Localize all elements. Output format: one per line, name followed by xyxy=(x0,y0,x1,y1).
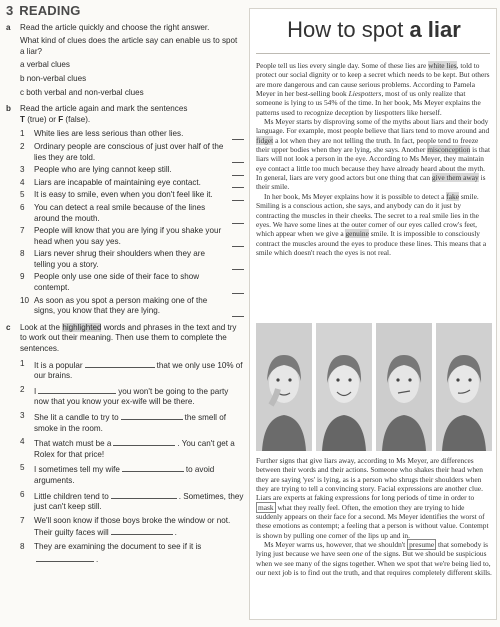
face-photo xyxy=(256,323,312,451)
item-text: White lies are less serious than other lies. xyxy=(34,129,184,139)
answer-gap[interactable] xyxy=(111,490,177,499)
item-text: People who are lying cannot keep still. xyxy=(34,165,172,175)
highlighted-phrase: misconception xyxy=(427,145,471,155)
article-body-top xyxy=(256,61,492,257)
gap-fill-item xyxy=(20,437,244,460)
gap-fill-item xyxy=(20,385,244,408)
highlighted-phrase: genuine xyxy=(345,229,369,239)
article-paragraph: People tell us lies every single day. Some of these lies are white lies, told to protect our social dignity or to keep a secret which needs to be kept. But others are more dangerous and can cause serious problems. According to Pamela Meyer in her best-selling book Liespotters, most of us only realize that someone is lying to us 54% of the time. In her book, Ms Meyer explains the patterns used to recognize deception by liespotters like herself. xyxy=(256,61,490,117)
item-number: 6 xyxy=(20,489,25,499)
highlighted-word: highlighted xyxy=(62,322,102,332)
task-instruction xyxy=(20,104,244,125)
answer-blank[interactable] xyxy=(232,179,244,188)
highlighted-phrase: give them away xyxy=(431,173,479,183)
item-text: I xyxy=(34,386,37,396)
gap-fill-item xyxy=(20,490,244,513)
answer-blank[interactable] xyxy=(232,154,244,163)
task-a xyxy=(6,23,244,99)
highlighted-phrase: fidget xyxy=(256,135,274,145)
face-photo xyxy=(436,323,492,451)
item-text: I sometimes tell my wife xyxy=(34,465,120,475)
item-number: 8 xyxy=(20,249,25,259)
true-false-item xyxy=(20,142,244,163)
item-number: 4 xyxy=(20,177,25,187)
headline-divider xyxy=(256,53,490,54)
instruction-text: (false). xyxy=(63,114,91,124)
section-heading xyxy=(6,3,244,18)
item-text: Liars never shrug their shoulders when they are telling you a story. xyxy=(34,249,205,269)
item-number: 2 xyxy=(20,141,25,151)
instruction-text: Read the article again and mark the sentences xyxy=(20,104,188,114)
item-number: 7 xyxy=(20,226,25,236)
item-number: 4 xyxy=(20,437,25,447)
article-paragraph: Ms Meyer warns us, however, that we shouldn't presume that somebody is lying just because we have seen one of the signs. But we should be suspicious when we see many of the signs together. When we spot that we're being lied to, our next job is to find out the truth, and that requires completely different skills. xyxy=(256,540,492,578)
answer-gap[interactable] xyxy=(85,359,155,368)
article-panel xyxy=(249,8,497,620)
answer-gap[interactable] xyxy=(122,463,184,472)
item-text: you won't be going to the party now that you know your ex-wife will be there. xyxy=(34,386,229,407)
true-false-item xyxy=(20,165,244,176)
task-letter: b xyxy=(6,104,11,114)
true-false-item xyxy=(20,178,244,189)
highlighted-phrase: fake xyxy=(446,191,459,201)
answer-blank[interactable] xyxy=(232,215,244,224)
highlighted-phrase: mask xyxy=(258,502,274,512)
item-text: . xyxy=(96,554,99,564)
answer-blank[interactable] xyxy=(232,238,244,247)
item-number: 1 xyxy=(20,358,25,368)
answer-blank[interactable] xyxy=(232,261,244,270)
true-false-list xyxy=(20,129,244,317)
item-number: 1 xyxy=(20,129,25,139)
gap-fill-item xyxy=(20,411,244,434)
true-marker: T xyxy=(20,114,25,124)
true-false-item xyxy=(20,249,244,270)
item-text: Ordinary people are conscious of just over half of the lies they are told. xyxy=(34,141,224,162)
gap-fill-item xyxy=(20,542,244,565)
item-text: That watch must be a xyxy=(34,439,112,449)
true-false-item xyxy=(20,226,244,247)
emphasis-text: one xyxy=(352,549,363,559)
instruction-text: Look at the xyxy=(20,322,63,332)
item-text: the smell of smoke in the room. xyxy=(34,413,226,433)
instruction-text: (true) or xyxy=(24,114,59,124)
item-text: to avoid arguments. xyxy=(34,465,215,485)
article-paragraph: In her book, Ms Meyer explains how it is possible to detect a fake smile. Smiling is a conscious action, she says, and anybody can do it just by contracting the muscles in their cheeks. The secret to a real smile lies in the eyes. We have some lines at the outer corner of our eyes called crow's feet, which appear when we give a genuine smile. It is impossible to consciously contract the muscles around the eyes to produce these lines. This means that a smile which doesn't reach the eyes is not real. xyxy=(256,191,487,257)
article-paragraph: Further signs that give liars away, according to Ms Meyer, are differences between their words and their actions. Someone who shakes their head when they are saying 'yes' is lying, as is a person who shrugs their shoulders when they are trying to tell a convincing story. Facial expressions are another clue. Liars are experts at faking expressions for long periods of time in order to mask what they really feel. Often, the emotion they are trying to hide suddenly appears on their face for a second. Ms Meyer identifies the worst of these emotions as contempt; a feeling that a person is without value. Contempt is shown by pulling one corner of the lips up and in. xyxy=(256,456,489,540)
task-c xyxy=(6,323,244,565)
true-false-item xyxy=(20,272,244,293)
false-marker: F xyxy=(58,114,64,124)
task-letter: a xyxy=(6,22,11,32)
true-false-item xyxy=(20,296,244,317)
item-text: We'll soon know if those boys broke the window or not. Their guilty faces will xyxy=(34,515,231,538)
item-text: They are examining the document to see if it is xyxy=(34,541,202,551)
task-b xyxy=(6,104,244,317)
answer-choice[interactable]: a verbal clues xyxy=(20,60,70,70)
task-instruction xyxy=(20,323,244,355)
item-number: 6 xyxy=(20,202,25,212)
answer-gap[interactable] xyxy=(121,411,183,420)
answer-blank[interactable] xyxy=(232,285,244,294)
task-instruction: Read the article quickly and choose the right answer. xyxy=(20,22,210,32)
item-number: 3 xyxy=(20,165,25,175)
item-number: 9 xyxy=(20,272,25,282)
item-text: . Sometimes, they just can't keep still. xyxy=(34,491,244,512)
answer-gap[interactable] xyxy=(36,553,94,562)
item-number: 7 xyxy=(20,515,25,525)
item-text: As soon as you spot a person making one of the signs, you know that they are lying. xyxy=(34,295,208,316)
item-text: She lit a candle to try to xyxy=(34,413,119,422)
item-text: . xyxy=(174,528,177,538)
true-false-item xyxy=(20,129,244,140)
answer-blank[interactable] xyxy=(232,131,244,140)
article-headline xyxy=(250,17,498,43)
gap-fill-item xyxy=(20,516,244,539)
item-number: 5 xyxy=(20,463,25,473)
item-text: It is a popular xyxy=(34,360,83,370)
item-text: Little children tend to xyxy=(34,491,109,501)
task-letter: c xyxy=(6,322,11,332)
answer-choice[interactable]: c both verbal and non-verbal clues xyxy=(20,87,144,97)
answer-gap[interactable] xyxy=(111,526,173,535)
gap-fill-item xyxy=(20,359,244,382)
answer-blank[interactable] xyxy=(232,167,244,176)
item-text: People only use one side of their face to show contempt. xyxy=(34,272,200,293)
item-text: It is easy to smile, even when you don't feel like it. xyxy=(34,190,213,200)
headline-bold-text: a liar xyxy=(409,17,461,42)
answer-gap[interactable] xyxy=(38,385,116,394)
exercise-column xyxy=(6,3,244,571)
headline-text: How to spot xyxy=(287,17,410,42)
answer-blank[interactable] xyxy=(232,308,244,317)
highlighted-phrase: presume xyxy=(409,540,435,550)
answer-choice[interactable]: b non-verbal clues xyxy=(20,73,87,83)
item-number: 5 xyxy=(20,190,25,200)
item-text: . You can't get a Rolex for that price! xyxy=(34,439,235,459)
instruction-text: words and phrases in the text and try to work out their meaning. Then use them to complete the sentences. xyxy=(20,322,237,354)
item-number: 8 xyxy=(20,541,25,551)
item-number: 10 xyxy=(20,295,30,305)
item-text: People will know that you are lying if you shake your head when you say yes. xyxy=(34,226,222,246)
book-title: Liespotters xyxy=(348,89,382,99)
face-photo xyxy=(316,323,372,451)
photo-strip xyxy=(256,323,492,451)
item-text: that we only use 10% of our brains. xyxy=(34,360,243,381)
true-false-item xyxy=(20,203,244,224)
gap-fill-item xyxy=(20,463,244,486)
item-number: 2 xyxy=(20,384,25,394)
highlighted-phrase: white lies xyxy=(428,61,457,70)
true-false-item xyxy=(20,190,244,201)
section-number: 3 xyxy=(6,3,14,18)
answer-blank[interactable] xyxy=(232,192,244,201)
gap-fill-list xyxy=(20,359,244,566)
item-text: You can detect a real smile because of the lines around the mouth. xyxy=(34,202,206,223)
item-text: Liars are incapable of maintaining eye contact. xyxy=(34,177,201,187)
article-body-bottom xyxy=(256,456,492,577)
task-question: What kind of clues does the article say can enable us to spot a liar? xyxy=(20,36,238,56)
answer-gap[interactable] xyxy=(113,437,175,446)
face-photo xyxy=(376,323,432,451)
article-paragraph: Ms Meyer starts by disproving some of the myths about liars and their body language. For example, most people believe that liars tend to move around and fidget a lot when they are not telling the truth. In fact, people tend to freeze their upper bodies when they are lying, she says. Another misconception is that liars will not look a person in the eye. According to Ms Meyer, they maintain eye contact a little too much because they have already heard about the myth. In general, liars are very good actors but one thing that can give them away is their smile. xyxy=(256,117,491,192)
section-title: READING xyxy=(19,3,81,18)
item-number: 3 xyxy=(20,411,25,420)
